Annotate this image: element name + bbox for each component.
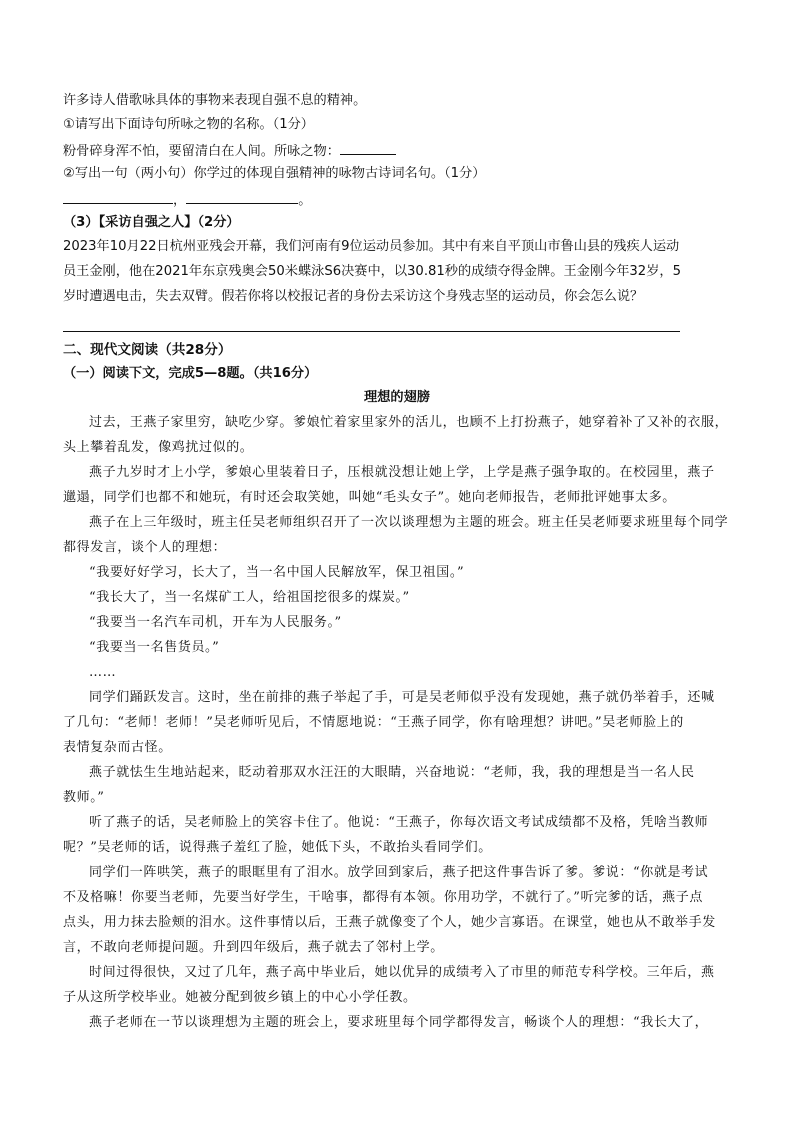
story-ellipsis: …… <box>89 665 117 680</box>
story-paragraph-line: 子从这所学校毕业。她被分配到彼乡镇上的中心小学任教。 <box>63 990 417 1005</box>
story-paragraph-line: 同学们踊跃发言。这时，坐在前排的燕子举起了手，可是吴老师似乎没有发现她，燕子就仍举着手，还喊 <box>89 690 715 705</box>
poem-line <box>63 140 743 162</box>
story-quote-line: “我长大了，当一名煤矿工人，给祖国挖很多的煤炭。” <box>89 590 410 605</box>
story-paragraph-line: 燕子就怯生生地站起来，眨动着那双水汪汪的大眼睛，兴奋地说：“老师，我，我的理想是当一名人民 <box>89 765 695 780</box>
story-title: 理想的翅膀 <box>364 390 430 405</box>
answer-line-rule[interactable] <box>63 331 680 332</box>
answer-line-2 <box>63 189 743 211</box>
answer-blank-object[interactable] <box>340 140 396 155</box>
answer-blank-verse-2[interactable] <box>186 189 298 204</box>
answer-separator-comma: ， <box>173 193 187 208</box>
story-paragraph-line: 过去，王燕子家里穷，缺吃少穿。爹娘忙着家里家外的活儿，也顾不上打扮燕子，她穿着补了又补的衣服， <box>89 415 729 430</box>
section-2-heading: 二、现代文阅读（共28分） <box>63 342 232 358</box>
story-paragraph-line: 头上攀着乱发，像鸡扰过似的。 <box>63 440 254 455</box>
answer-separator-period: 。 <box>298 193 312 208</box>
story-paragraph-line: 燕子九岁时才上小学，爹娘心里装着日子，压根就没想让她上学，上学是燕子强争取的。在校园里，燕子 <box>89 465 715 480</box>
question-3-label: （3）【采访自强之人】（2分） <box>63 215 240 230</box>
story-paragraph-line: 了几句：“老师！老师！”吴老师听见后，不情愿地说：“王燕子同学，你有啥理想？讲吧。”吴老师脸上的 <box>63 715 684 730</box>
story-quote-line: “我要当一名汽车司机，开车为人民服务。” <box>89 615 342 630</box>
question-3-text-3: 岁时遭遇电击，失去双臂。假若你将以校报记者的身份去采访这个身残志坚的运动员，你会怎么说？ <box>63 289 644 304</box>
story-paragraph-line: 不及格嘛！你要当老师，先要当好学生，干啥事，都得有本领。你用功学，不就行了。”听完爹的话，燕子点 <box>63 890 703 905</box>
question-3-text-2: 员王金刚，他在2021年东京残奥会50米蝶泳S6决赛中，以30.81秒的成绩夺得金牌。王金刚今年32岁，5 <box>63 264 681 279</box>
answer-blank-verse-1[interactable] <box>63 189 173 204</box>
story-quote-line: “我要当一名售货员。” <box>89 640 220 655</box>
question-3-heading <box>63 213 743 233</box>
story-paragraph-line: 表情复杂而古怪。 <box>63 740 172 755</box>
story-paragraph-line: 听了燕子的话，吴老师脸上的笑容卡住了。他说：“王燕子，你每次语文考试成绩都不及格，凭啥当教师 <box>89 815 709 830</box>
story-paragraph-line: 点头，用力抹去脸颊的泪水。这件事情以后，王燕子就像变了个人，她少言寡语。在课堂，她也从不敢举手发 <box>63 915 716 930</box>
story-paragraph-line: 教师。” <box>63 790 105 805</box>
story-paragraph-line: 邋遢，同学们也都不和她玩，有时还会取笑她，叫她“毛头女子”。她向老师报告，老师批评她事太多。 <box>63 490 676 505</box>
story-paragraph-line: 呢？”吴老师的话，说得燕子羞红了脸，她低下头，不敢抬头看同学们。 <box>63 840 492 855</box>
story-paragraph-line: 燕子在上三年级时，班主任吴老师组织召开了一次以谈理想为主题的班会。班主任吴老师要求班里每个同学 <box>89 515 729 530</box>
intro-line: 许多诗人借歌咏具体的事物来表现自强不息的精神。 <box>63 93 367 108</box>
question-2-line: ②写出一句（两小句）你学过的体现自强精神的咏物古诗词名句。（1分） <box>63 166 486 181</box>
story-paragraph-line: 时间过得很快，又过了几年，燕子高中毕业后，她以优异的成绩考入了市里的师范专科学校。三年后，燕 <box>89 965 715 980</box>
story-paragraph-line: 言，不敢向老师提问题。升到四年级后，燕子就去了邻村上学。 <box>63 940 444 955</box>
subsection-1-heading: （一）阅读下文，完成5—8题。（共16分） <box>63 366 318 381</box>
story-paragraph-line: 燕子老师在一节以谈理想为主题的班会上，要求班里每个同学都得发言，畅谈个人的理想：“我长大了， <box>89 1015 709 1030</box>
question-1-line: ①请写出下面诗句所咏之物的名称。（1分） <box>63 117 314 132</box>
story-paragraph-line: 都得发言，谈个人的理想： <box>63 540 227 555</box>
story-paragraph-line: 同学们一阵哄笑，燕子的眼眶里有了泪水。放学回到家后，燕子把这件事告诉了爹。爹说：“你就是考试 <box>89 865 709 880</box>
story-quote-line: “我要好好学习，长大了，当一名中国人民解放军，保卫祖国。” <box>89 565 465 580</box>
question-3-text-1: 2023年10月22日杭州亚残会开幕，我们河南有9位运动员参加。其中有来自平顶山市鲁山县的残疾人运动 <box>63 239 680 254</box>
poem-text: 粉骨碎身浑不怕，要留清白在人间。所咏之物： <box>63 144 340 159</box>
